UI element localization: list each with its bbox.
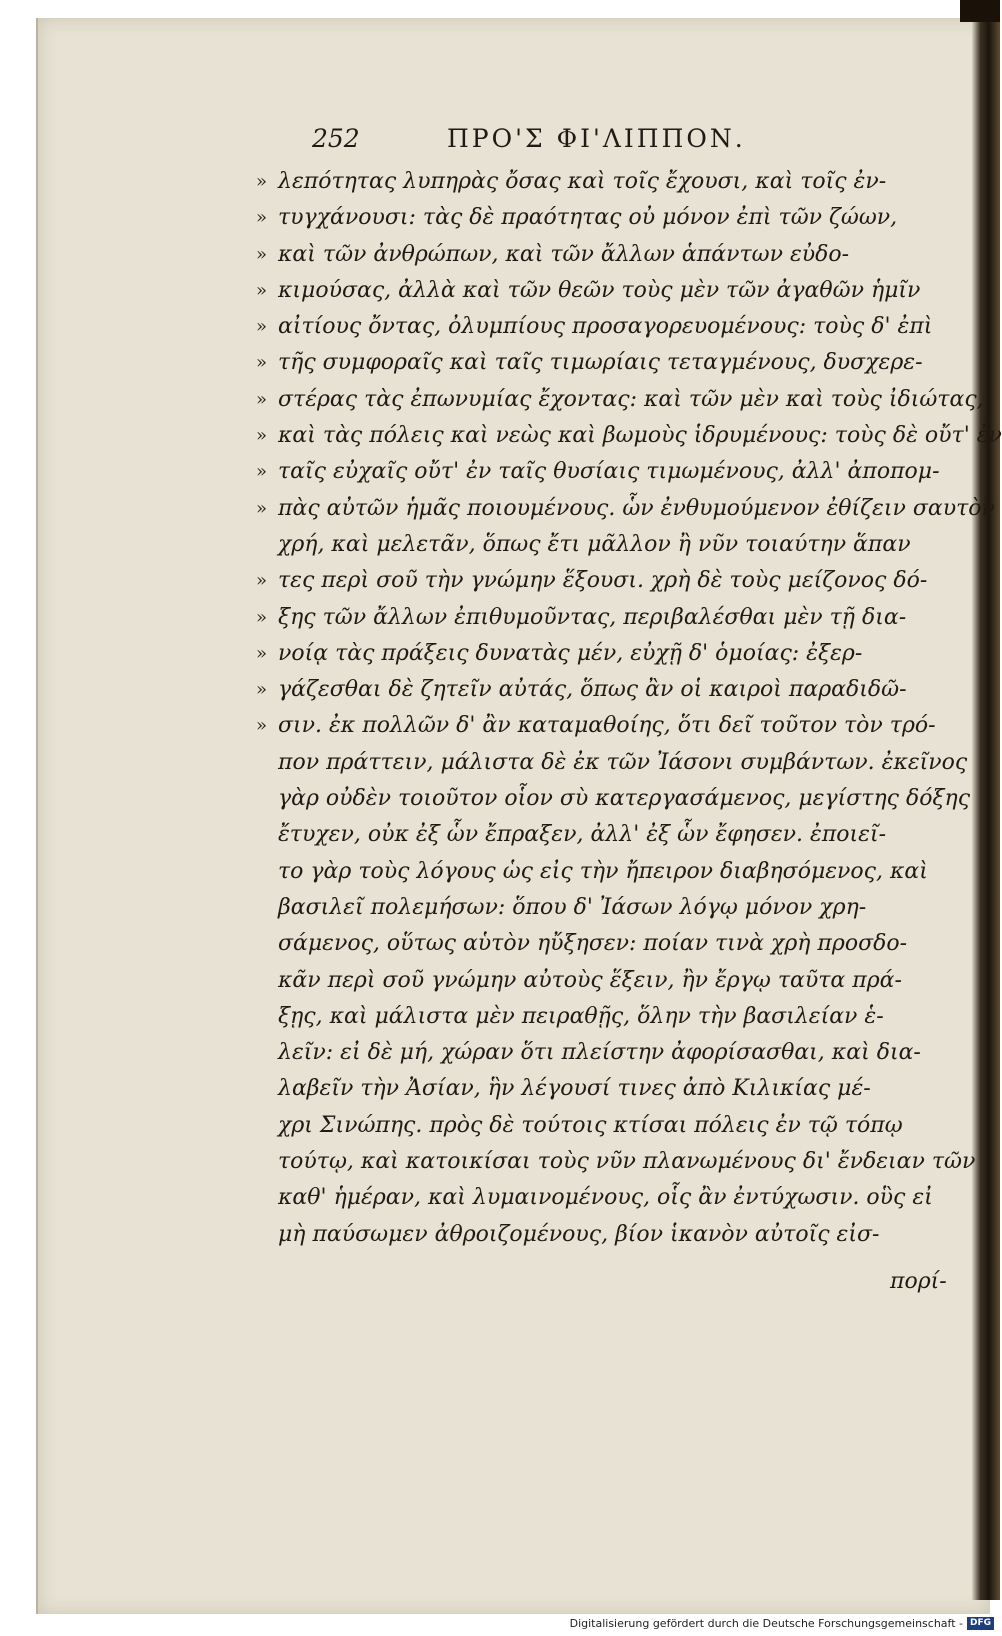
text-line bbox=[270, 926, 960, 962]
marginal-quote-mark: » bbox=[256, 243, 268, 265]
credit-text: Digitalisierung gefördert durch die Deutsche Forschungsgemeinschaft - bbox=[569, 1616, 963, 1630]
line-text: πον πράττειν, μάλιστα δὲ ἐκ τῶν Ἰάσονι συμβάντων. ἐκεῖνος bbox=[278, 749, 968, 775]
text-line bbox=[270, 1035, 960, 1071]
marginal-quote-mark: » bbox=[256, 352, 268, 374]
line-text: βασιλεῖ πολεμήσων: ὅπου δ' Ἰάσων λόγῳ μόνον χρη- bbox=[278, 894, 867, 920]
marginal-quote-mark: » bbox=[256, 425, 268, 447]
text-line bbox=[270, 1108, 960, 1144]
line-text: λεῖν: εἰ δὲ μή, χώραν ὅτι πλείστην ἀφορίσασθαι, καὶ δια- bbox=[278, 1040, 921, 1066]
text-line bbox=[270, 1217, 960, 1253]
binding-corner bbox=[960, 0, 1000, 22]
marginal-quote-mark: » bbox=[256, 279, 268, 301]
line-text: νοίᾳ τὰς πράξεις δυνατὰς μέν, εὐχῇ δ' ὁμοίας: ἐξερ- bbox=[278, 640, 863, 666]
catchword: πορί- bbox=[890, 1269, 947, 1294]
text-line bbox=[270, 1071, 960, 1107]
marginal-quote-mark: » bbox=[256, 715, 268, 737]
line-text: μὴ παύσωμεν ἀθροιζομένους, βίον ἱκανὸν αὐτοῖς εἰσ- bbox=[278, 1221, 880, 1247]
line-text: τυγχάνουσι: τὰς δὲ πραότητας οὐ μόνον ἐπὶ τῶν ζώων, bbox=[278, 205, 898, 231]
marginal-quote-mark: » bbox=[256, 461, 268, 483]
line-text: καὶ τῶν ἀνθρώπων, καὶ τῶν ἄλλων ἁπάντων εὐδο- bbox=[278, 241, 850, 267]
digitization-credit bbox=[570, 1614, 994, 1632]
marginal-quote-mark: » bbox=[256, 316, 268, 338]
marginal-quote-mark: » bbox=[256, 642, 268, 664]
marginal-quote-mark: » bbox=[256, 570, 268, 592]
text-line bbox=[256, 454, 960, 490]
line-text: γάζεσθαι δὲ ζητεῖν αὐτάς, ὅπως ἂν οἱ καιροὶ παραδιδῶ- bbox=[278, 677, 907, 703]
text-line bbox=[256, 672, 960, 708]
marginal-quote-mark: » bbox=[256, 388, 268, 410]
line-text: καὶ τὰς πόλεις καὶ νεὼς καὶ βωμοὺς ἱδρυμένους: τοὺς δὲ οὔτ' ἐν bbox=[278, 423, 1002, 449]
line-text: κᾶν περὶ σοῦ γνώμην αὐτοὺς ἕξειν, ἢν ἔργῳ ταῦτα πρά- bbox=[278, 967, 902, 993]
text-line bbox=[270, 1180, 960, 1216]
line-text: λαβεῖν τὴν Ἀσίαν, ἣν λέγουσί τινες ἀπὸ Κιλικίας μέ- bbox=[278, 1076, 871, 1102]
running-head-title: ΠΡΟ'Σ ΦΙ'ΛΙΠΠΟΝ. bbox=[447, 124, 746, 153]
marginal-quote-mark: » bbox=[256, 207, 268, 229]
text-line bbox=[256, 345, 960, 381]
book-binding-edge bbox=[972, 0, 1000, 1600]
dfg-logo-icon: DFG bbox=[967, 1617, 994, 1630]
marginal-quote-mark: » bbox=[256, 606, 268, 628]
line-text: τούτῳ, καὶ κατοικίσαι τοὺς νῦν πλανωμένους δι' ἔνδειαν τῶν bbox=[278, 1149, 976, 1175]
text-line bbox=[270, 1144, 976, 1180]
line-text: κιμούσας, ἀλλὰ καὶ τῶν θεῶν τοὺς μὲν τῶν ἀγαθῶν ἡμῖν bbox=[278, 277, 921, 303]
line-text: σιν. ἐκ πολλῶν δ' ἂν καταμαθοίης, ὅτι δεῖ τοῦτον τὸν τρό- bbox=[278, 713, 936, 739]
text-line bbox=[256, 164, 960, 200]
line-text: στέρας τὰς ἐπωνυμίας ἔχοντας: καὶ τῶν μὲν καὶ τοὺς ἰδιώτας, bbox=[278, 386, 984, 412]
line-text: ταῖς εὐχαῖς οὔτ' ἐν ταῖς θυσίαις τιμωμένους, ἀλλ' ἀποπομ- bbox=[278, 459, 940, 485]
text-line bbox=[256, 491, 995, 527]
marginal-quote-mark: » bbox=[256, 171, 268, 192]
line-text: λεπότητας λυπηρὰς ὄσας καὶ τοῖς ἔχουσι, καὶ τοῖς ἐν- bbox=[278, 169, 887, 194]
text-line bbox=[256, 273, 960, 309]
text-line bbox=[270, 817, 960, 853]
line-text: τῆς συμφοραῖς καὶ ταῖς τιμωρίαις τεταγμένους, δυσχερε- bbox=[278, 350, 923, 376]
text-line bbox=[256, 237, 960, 273]
line-text: γὰρ οὐδὲν τοιοῦτον οἷον σὺ κατεργασάμενος, μεγίστης δόξης bbox=[278, 786, 971, 812]
body-text bbox=[256, 164, 1002, 1253]
line-text: χρή, καὶ μελετᾶν, ὅπως ἔτι μᾶλλον ἢ νῦν τοιαύτην ἅπαν bbox=[278, 531, 911, 557]
line-text: ἔτυχεν, οὐκ ἐξ ὧν ἔπραξεν, ἀλλ' ἐξ ὧν ἔφησεν. ἐποιεῖ- bbox=[278, 822, 887, 848]
text-line bbox=[256, 200, 960, 236]
text-line bbox=[270, 999, 960, 1035]
page-number: 252 bbox=[312, 124, 360, 153]
marginal-quote-mark: » bbox=[256, 497, 268, 519]
line-text: χρι Σινώπης. πρὸς δὲ τούτοις κτίσαι πόλεις ἐν τῷ τόπῳ bbox=[278, 1112, 903, 1138]
text-line bbox=[256, 418, 1002, 454]
line-text: ξῃς, καὶ μάλιστα μὲν πειραθῇς, ὅλην τὴν βασιλείαν ἑ- bbox=[278, 1003, 884, 1029]
running-head bbox=[312, 124, 812, 160]
line-text: σάμενος, οὕτως αὑτὸν ηὔξησεν: ποίαν τινὰ χρὴ προσδο- bbox=[278, 931, 908, 957]
text-line bbox=[270, 854, 960, 890]
line-text: καθ' ἡμέραν, καὶ λυμαινομένους, οἷς ἂν ἐντύχωσιν. οὓς εἰ bbox=[278, 1185, 933, 1211]
text-line bbox=[256, 382, 984, 418]
marginal-quote-mark: » bbox=[256, 679, 268, 701]
text-line bbox=[256, 563, 960, 599]
text-line bbox=[256, 309, 960, 345]
text-line bbox=[270, 781, 971, 817]
text-line bbox=[270, 890, 960, 926]
text-line bbox=[270, 963, 960, 999]
line-text: αἰτίους ὄντας, ὀλυμπίους προσαγορευομένους: τοὺς δ' ἐπὶ bbox=[278, 314, 933, 340]
line-text: το γὰρ τοὺς λόγους ὡς εἰς τὴν ἤπειρον διαβησόμενος, καὶ bbox=[278, 858, 928, 884]
text-line bbox=[256, 600, 960, 636]
text-line bbox=[270, 527, 960, 563]
line-text: ξης τῶν ἄλλων ἐπιθυμοῦντας, περιβαλέσθαι μὲν τῇ δια- bbox=[278, 604, 907, 630]
text-line bbox=[256, 708, 960, 744]
line-text: πὰς αὐτῶν ἡμᾶς ποιουμένους. ὧν ἐνθυμούμενον ἐθίζειν σαυτὸν bbox=[278, 495, 995, 521]
text-line bbox=[256, 636, 960, 672]
line-text: τες περὶ σοῦ τὴν γνώμην ἕξουσι. χρὴ δὲ τοὺς μείζονος δό- bbox=[278, 568, 928, 594]
text-line bbox=[270, 745, 968, 781]
